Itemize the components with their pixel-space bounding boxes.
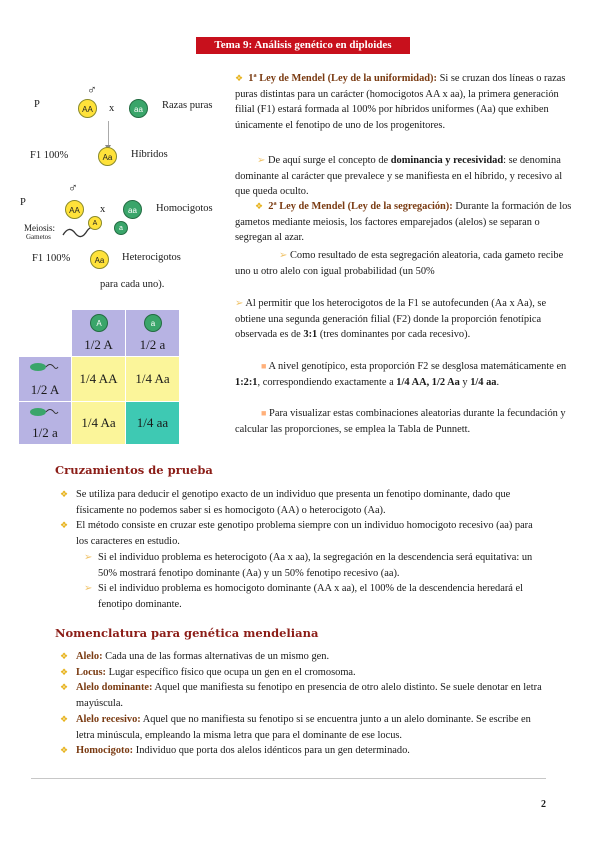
male-symbol-2: ♂: [68, 180, 78, 195]
male-symbol: ♂: [87, 82, 97, 97]
allele-ball-AA: AA: [78, 99, 97, 118]
punnett-row-a: 1/2 a: [19, 402, 72, 445]
arrow-bullet-icon: ➢: [235, 298, 244, 309]
list-subitem: ➢ Si el individuo problema es heterocigoto (Aa x aa), la segregación en la descendencia será equitativa: un 50% mostrará fenotipo dominante (Aa) y un 50% fenotipo recesivo (aa).: [84, 551, 533, 579]
list-item: ❖ Alelo recesivo: Aquel que no manifiesta su fenotipo si se encuentra junto a un alelo dominante. Se escribe en letra minúscula, empleando la misma letra que para el dominante de ese locus.: [60, 713, 531, 741]
list-item: ❖ Locus: Lugar específico físico que ocupa un gen en el cromosoma.: [60, 665, 544, 681]
f1-label: F1 100%: [30, 150, 69, 161]
punnett-ball-col-a: a: [144, 314, 162, 332]
list-item: ❖ Se utiliza para deducir el genotipo exacto de un individuo que presenta un fenotipo dominante, dado que físicamente no podemos saber si es homocigoto (AA) o heterocigoto (Aa).: [60, 489, 511, 516]
diamond-bullet-icon: ❖: [60, 520, 69, 531]
section-title-cruzamientos: Cruzamientos de prueba: [55, 463, 213, 477]
footer-divider: [31, 778, 546, 779]
list-item: ❖ El método consiste en cruzar este genotipo problema siempre con un individuo homocigoto recesivo (aa) para los caracteres en estudio.: [60, 520, 533, 548]
allele-ball-aa-2: aa: [123, 200, 142, 219]
p-label-2: P: [20, 197, 26, 208]
diamond-bullet-icon: ❖: [60, 745, 69, 756]
gamete-A: A: [88, 216, 102, 230]
punnett-cell-aa: 1/4 aa: [126, 402, 180, 445]
arrow-bullet-icon: ➢: [279, 250, 288, 261]
diamond-bullet-icon: ❖: [235, 73, 244, 83]
arrow-bullet-icon: ➢: [84, 583, 93, 595]
diamond-bullet-icon: ❖: [60, 713, 69, 724]
genotype-paragraph: ■ A nivel genotípico, esta proporción F2 se desglosa matemáticamente en 1:2:1, correspondiendo exactamente a 1/4 AA, 1/2 Aa y 1/4 aa.: [235, 361, 567, 388]
punnett-cell-Aa-1: 1/4 Aa: [126, 357, 180, 402]
punnett-cell-AA: 1/4 AA: [72, 357, 126, 402]
list-subitem: ➢ Si el individuo problema es homocigoto dominante (AA x aa), el 100% de la descendencia heredará el fenotipo dominante.: [84, 583, 524, 610]
dominance-paragraph: ➢ De aquí surge el concepto de dominancia y recesividad: se denomina dominante al carácter que prevalece y se manifiesta en el híbrido, y recesivo al que queda oculto.: [235, 155, 563, 198]
section-title-nomenclatura: Nomenclatura para genética mendeliana: [55, 626, 319, 640]
allele-ball-Aa-2: Aa: [90, 250, 109, 269]
law2-paragraph: ❖ 2ª Ley de Mendel (Ley de la segregación): Durante la formación de los gametos mediante meiosis, los factores emparejados (alelos) se separan o segregan al azar.: [235, 201, 572, 244]
allele-ball-Aa: Aa: [98, 147, 117, 166]
f1-label-2: F1 100%: [32, 253, 71, 264]
gamete-a: a: [114, 221, 128, 235]
punnett-square: [18, 309, 180, 445]
page-title: Tema 9: Análisis genético en diploides: [196, 37, 410, 54]
punnett-row-A: 1/2 A: [19, 357, 72, 402]
diamond-bullet-icon: ❖: [60, 489, 69, 499]
diamond-bullet-icon: ❖: [60, 666, 69, 677]
punnett-cell-Aa-2: 1/4 Aa: [72, 402, 126, 445]
segregation-paragraph: ➢ Como resultado de esta segregación aleatoria, cada gameto recibe uno u otro alelo con igual probabilidad (un 50%: [235, 250, 564, 277]
f2-paragraph: ➢ Al permitir que los heterocigotos de la F1 se autofecunden (Aa x Aa), se obtiene una segunda generación filial (F2) donde la proporción fenotípica observada es de 3:1 (tres dominantes por cada recesivo).: [235, 298, 547, 341]
label-gametos: Gametos: [26, 233, 51, 241]
chromatid-icon: [29, 406, 59, 418]
cross-symbol-2: x: [100, 204, 106, 215]
allele-ball-AA-2: AA: [65, 200, 84, 219]
cross-symbol: x: [109, 103, 115, 114]
list-item: ❖ Homocigoto: Individuo que porta dos alelos idénticos para un gen determinado.: [60, 743, 544, 759]
diamond-bullet-icon: ❖: [255, 201, 264, 211]
punnett-col-a: a 1/2 a: [126, 310, 180, 357]
square-bullet-icon: ■: [261, 408, 267, 418]
diamond-bullet-icon: ❖: [60, 651, 69, 661]
arrow-bullet-icon: ➢: [257, 155, 266, 166]
mendel-cross-figure: [20, 78, 233, 290]
label-heterocigotos: Heterocigotos: [122, 252, 181, 263]
text-continuation: para cada uno).: [100, 279, 165, 290]
descent-line: [108, 121, 109, 147]
list-item: ❖ Alelo: Cada una de las formas alternativas de un mismo gen.: [60, 649, 544, 665]
label-meiosis: Meiosis:: [24, 223, 56, 233]
label-hibridos: Híbridos: [131, 149, 168, 160]
punnett-corner: [19, 310, 72, 357]
punnett-paragraph: ■ Para visualizar estas combinaciones aleatorias durante la fecundación y calcular las proporciones, se emplea la Tabla de Punnett.: [235, 408, 566, 435]
list-item: ❖ Alelo dominante: Aquel que manifiesta su fenotipo en presencia de otro alelo distinto. Se suele denotar en letra mayúscula.: [60, 682, 542, 710]
law1-paragraph: ❖ 1ª Ley de Mendel (Ley de la uniformidad): Si se cruzan dos líneas o razas puras distintas para un carácter (homocigotos AA x aa), la primera generación filial (F1) estará formada al 100% por híbridos uniformes (Aa) que exhiben únicamente el fenotipo de uno de los progenitores.: [235, 73, 566, 132]
label-razas-puras: Razas puras: [162, 100, 213, 111]
diamond-bullet-icon: ❖: [60, 682, 69, 693]
nomenclatura-list: [60, 649, 544, 759]
label-homocigotos: Homocigotos: [156, 203, 213, 214]
chromatid-icon: [29, 361, 59, 373]
square-bullet-icon: ■: [261, 361, 267, 371]
cruzamientos-list: [60, 487, 544, 613]
p-label: P: [34, 99, 40, 110]
punnett-col-A: A 1/2 A: [72, 310, 126, 357]
punnett-ball-col-A: A: [90, 314, 108, 332]
allele-ball-aa: aa: [129, 99, 148, 118]
arrow-bullet-icon: ➢: [84, 551, 93, 563]
page-number: 2: [541, 799, 546, 810]
